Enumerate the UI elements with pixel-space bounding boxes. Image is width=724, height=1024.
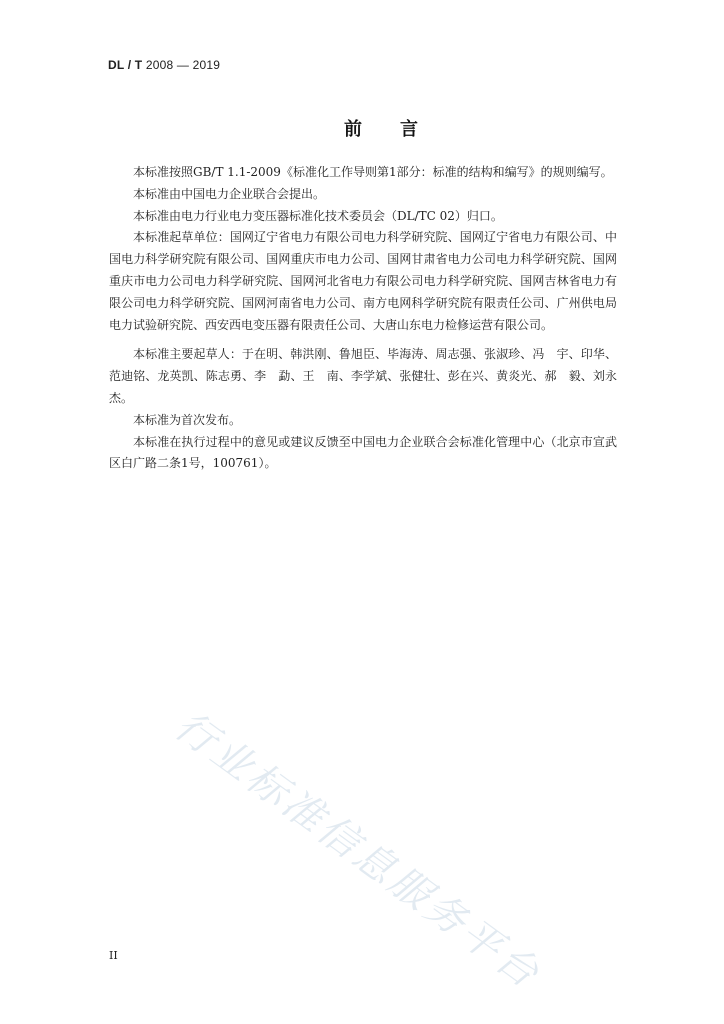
paragraph-committee: 本标准由电力行业电力变压器标准化技术委员会（DL/TC 02）归口。 (133, 208, 503, 223)
standard-code (108, 58, 220, 72)
paragraph-drafting-rules: 本标准按照GB/T 1.1-2009《标准化工作导则第1部分：标准的结构和编写》的规则编写。 (133, 165, 613, 179)
paragraph-first-release: 本标准为首次发布。 (133, 412, 242, 427)
paragraph-feedback: 本标准在执行过程中的意见或建议反馈至中国电力企业联合会标准化管理中心（北京市宣武区白广路二条1号，100761）。 (109, 434, 617, 471)
paragraph-proposer: 本标准由中国电力企业联合会提出。 (133, 186, 326, 201)
standard-code-prefix: DL / T (108, 58, 143, 72)
page-title: 前言 (344, 119, 456, 140)
standard-code-number: 2008 — 2019 (142, 58, 221, 72)
page-number: II (109, 949, 118, 962)
foreword-body (109, 162, 617, 475)
watermark: 行业标准信息服务平台 (166, 702, 550, 999)
paragraph-drafting-units: 本标准起草单位：国网辽宁省电力有限公司电力科学研究院、国网辽宁省电力有限公司、中国电力科学研究院有限公司、国网重庆市电力公司、国网甘肃省电力公司电力科学研究院、国网重庆市电力公司电力科学研究院、国网河北省电力有限公司电力科学研究院、国网吉林省电力有限公司电力科学研究院、国网河南省电力公司、南方电网科学研究院有限责任公司、广州供电局电力试验研究院、西安西电变压器有限责任公司、大唐山东电力检修运营有限公司。 (109, 230, 617, 332)
paragraph-drafters: 本标准主要起草人：于在明、韩洪刚、鲁旭臣、毕海涛、周志强、张淑珍、冯 宇、印华、范迪铭、龙英凯、陈志勇、李 勐、王 南、李学斌、张健壮、彭在兴、黄炎光、郝 毅、刘永杰。 (109, 347, 617, 405)
